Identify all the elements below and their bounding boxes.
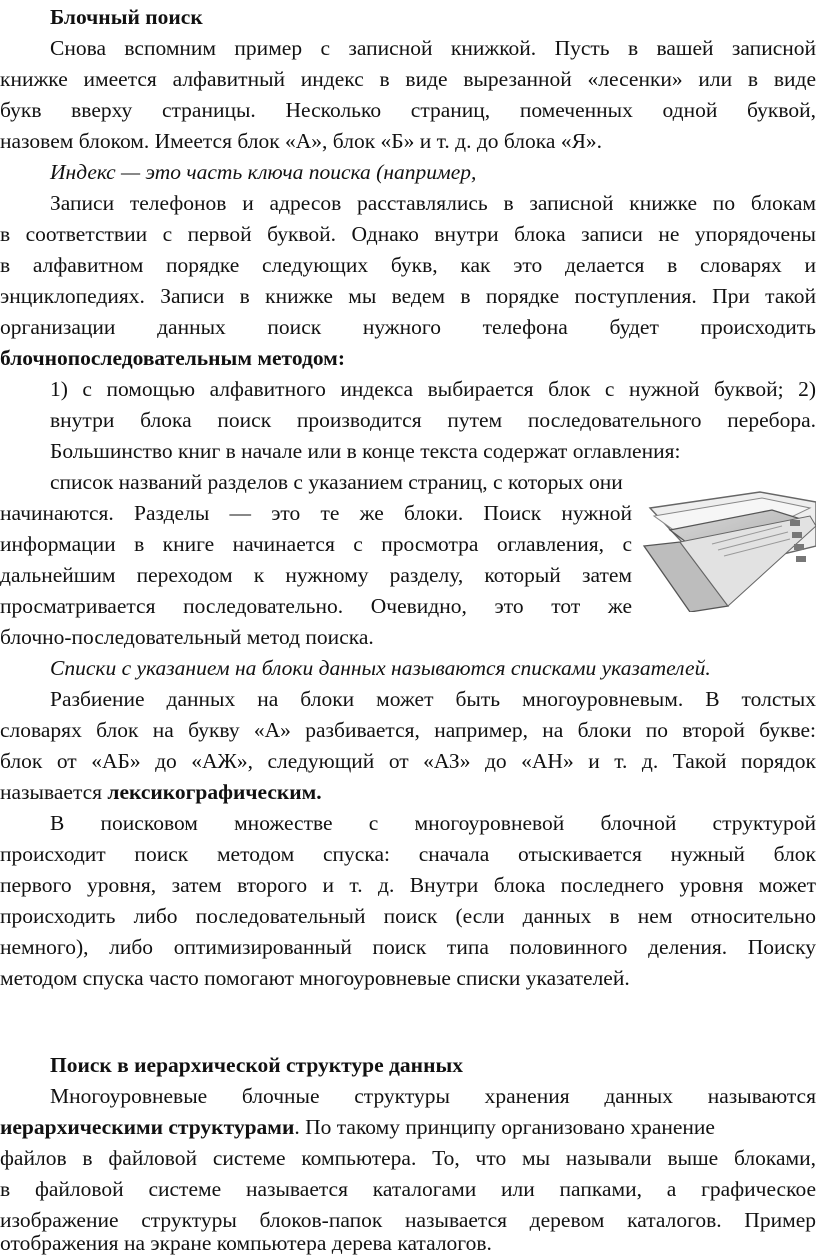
paragraph-line: назовем блоком. Имеется блок «А», блок «Б» и т. д. до блока «Я». (0, 129, 603, 153)
paragraph-text: . По такому принципу организовано хранение (294, 1115, 715, 1139)
paragraph-line: Многоуровневые блочные структуры хранения данных называются (50, 1084, 816, 1108)
paragraph-line: букв вверху страницы. Несколько страниц, помеченных одной буквой, (0, 98, 816, 122)
paragraph-line: Разбиение данных на блоки может быть многоуровневым. В толстых (50, 687, 816, 711)
paragraph-line: происходит поиск методом спуска: сначала отыскивается нужный блок (0, 842, 816, 866)
paragraph-line: начинаются. Разделы — это те же блоки. Поиск нужной (0, 501, 632, 525)
paragraph-line: словарях блок на букву «А» разбивается, например, на блоки по второй букве: (0, 718, 816, 742)
paragraph-line: отображения на экране компьютера дерева каталогов. (0, 1231, 492, 1255)
paragraph-text: называется (0, 780, 108, 804)
list-line: Большинство книг в начале или в конце текста содержат оглавления: (50, 439, 681, 463)
paragraph-line: методом спуска часто помогают многоуровневые списки указателей. (0, 966, 630, 990)
paragraph-line: в соответствии с первой буквой. Однако внутри блока записи не упорядочены (0, 222, 816, 246)
paragraph-line: блочно-последовательный метод поиска. (0, 625, 374, 649)
paragraph-line: блок от «АБ» до «АЖ», следующий от «АЗ» до «АН» и т. д. Такой порядок (0, 749, 816, 773)
paragraph-line: в алфавитном порядке следующих букв, как это делается в словарях и (0, 253, 816, 277)
paragraph-line: информации в книге начинается с просмотра оглавления, с (0, 532, 632, 556)
paragraph-line: просматривается последовательно. Очевидно, это тот же (0, 594, 632, 618)
paragraph-line: Снова вспомним пример с записной книжкой. Пусть в вашей записной (50, 36, 816, 60)
paragraph-line: энциклопедиях. Записи в книжке мы ведем в порядке поступления. При такой (0, 284, 816, 308)
paragraph-line (0, 1112, 715, 1143)
paragraph-line: немного), либо оптимизированный поиск типа половинного деления. Поиску (0, 935, 816, 959)
paragraph-line: происходить либо последовательный поиск (если данных в нем относительно (0, 904, 816, 928)
paragraph-line: изображение структуры блоков-папок называется деревом каталогов. Пример (0, 1208, 816, 1232)
paragraph-line: книжке имеется алфавитный индекс в виде вырезанной «лесенки» или в виде (0, 67, 816, 91)
section-heading-hierarchical: Поиск в иерархической структуре данных (50, 1053, 463, 1077)
paragraph-line: организации данных поиск нужного телефона будет происходить (0, 315, 816, 339)
paragraph-line: первого уровня, затем второго и т. д. Внутри блока последнего уровня может (0, 873, 816, 897)
paragraph-line: Записи телефонов и адресов расставлялись в записной книжке по блокам (50, 191, 816, 215)
list-line: 1) с помощью алфавитного индекса выбирается блок с нужной буквой; 2) (50, 377, 816, 401)
paragraph-line: дальнейшим переходом к нужному разделу, который затем (0, 563, 632, 587)
list-line: внутри блока поиск производится путем последовательного перебора. (50, 408, 816, 432)
notebook-illustration-icon (640, 486, 816, 612)
italic-note: Индекс — это часть ключа поиска (например, (50, 160, 477, 184)
paragraph-line: файлов в файловой системе компьютера. То, что мы называли выше блоками, (0, 1146, 816, 1170)
section-heading-block-search: Блочный поиск (50, 5, 203, 29)
paragraph-line: В поисковом множестве с многоуровневой блочной структурой (50, 811, 816, 835)
paragraph-line (0, 777, 322, 808)
italic-definition: Списки с указанием на блоки данных называются списками указателей. (50, 656, 711, 680)
bold-term-lexicographic: лексикографическим. (107, 780, 322, 804)
bold-term-block-sequential: блочнопоследовательным методом: (0, 346, 345, 370)
bold-term-hierarchical-structures: иерархическими структурами (0, 1115, 295, 1139)
list-line: список названий разделов с указанием страниц, с которых они (50, 470, 623, 494)
paragraph-line: в файловой системе называется каталогами или папками, а графическое (0, 1177, 816, 1201)
